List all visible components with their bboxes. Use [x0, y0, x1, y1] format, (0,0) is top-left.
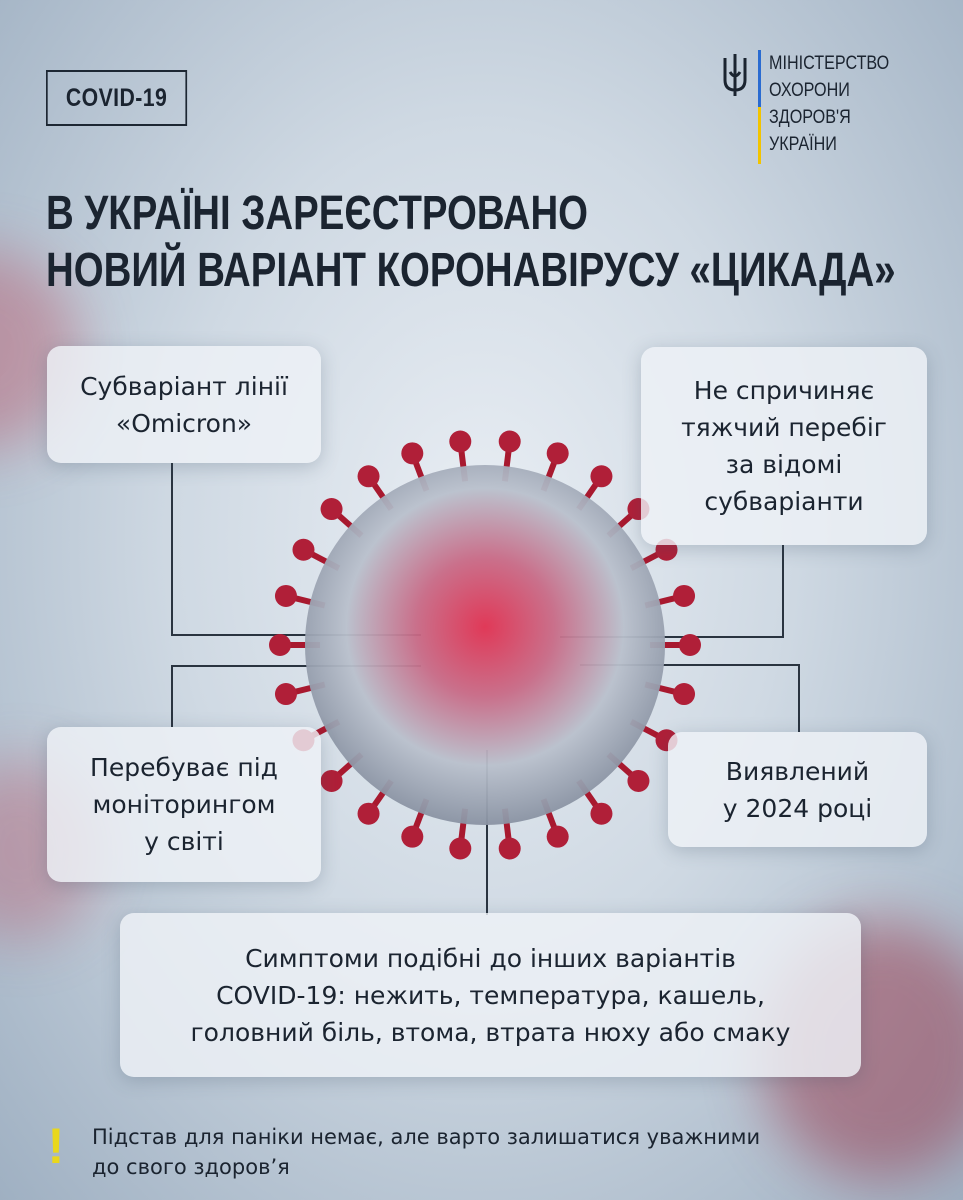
fact-detected — [668, 732, 927, 847]
virus-spike-head — [401, 442, 423, 464]
fact-symptoms — [120, 913, 861, 1077]
fact-subvariant — [47, 346, 321, 463]
fact-line: «Omicron» — [115, 408, 253, 438]
fact-line: Субваріант лінії — [80, 371, 288, 401]
fact-line: Перебуває під — [90, 753, 278, 782]
page-title — [46, 185, 896, 299]
virus-spike-head — [547, 826, 569, 848]
fact-line: моніторингом — [92, 790, 276, 819]
virus-spike-head — [269, 634, 291, 656]
ministry-line: ОХОРОНИ — [769, 80, 850, 101]
virus-spike-head — [627, 770, 649, 792]
virus-spike-head — [590, 465, 612, 487]
covid-tag: COVID-19 — [46, 70, 187, 126]
title-line: В УКРАЇНІ ЗАРЕЄСТРОВАНО — [46, 187, 589, 240]
connector-line — [171, 665, 173, 727]
fact-monitoring — [47, 727, 321, 882]
ministry-line: УКРАЇНИ — [769, 134, 837, 155]
virus-spike-head — [449, 430, 471, 452]
note-line: Підстав для паніки немає, але варто залишатися уважними — [92, 1125, 761, 1149]
virus-spike-head — [673, 683, 695, 705]
fact-severity — [641, 347, 927, 545]
virus-spike-head — [499, 430, 521, 452]
connector-line — [798, 664, 800, 732]
fact-line: Не спричиняє — [693, 376, 875, 405]
virus-spike-head — [673, 585, 695, 607]
virus-spike-head — [321, 498, 343, 520]
fact-line: за відомі — [725, 450, 843, 479]
title-line: НОВИЙ ВАРІАНТ КОРОНАВІРУСУ «ЦИКАДА» — [46, 244, 896, 297]
fact-line: у 2024 році — [722, 793, 873, 823]
logo-flag-bar — [758, 50, 761, 164]
fact-line: тяжчий перебіг — [681, 413, 887, 442]
ministry-line: ЗДОРОВ'Я — [769, 107, 851, 128]
ministry-name — [769, 50, 889, 164]
fact-line: у світі — [144, 827, 224, 856]
connector-line — [782, 545, 784, 637]
virus-spike-head — [590, 803, 612, 825]
exclamation-icon: ! — [47, 1118, 65, 1174]
virus-spike-head — [547, 442, 569, 464]
virus-spike-head — [499, 838, 521, 860]
virus-spike-head — [358, 803, 380, 825]
virus-spike-head — [679, 634, 701, 656]
virus-spike-head — [275, 683, 297, 705]
virus-spike-head — [401, 826, 423, 848]
connector-line — [171, 463, 173, 635]
fact-line: головний біль, втома, втрата нюху або смаку — [190, 1017, 791, 1047]
trident-icon — [720, 50, 750, 98]
fact-line: Симптоми подібні до інших варіантів — [245, 943, 736, 973]
virus-spike-head — [275, 585, 297, 607]
ministry-line: МІНІСТЕРСТВО — [769, 53, 890, 74]
virus-spike-head — [449, 838, 471, 860]
virus-spike-head — [292, 539, 314, 561]
ministry-logo — [720, 50, 910, 164]
note-line: до свого здоров’я — [92, 1155, 290, 1179]
fact-line: Виявлений — [725, 756, 870, 786]
virus-spike-head — [321, 770, 343, 792]
reassurance-note — [92, 1122, 760, 1182]
fact-line: COVID-19: нежить, температура, кашель, — [216, 980, 765, 1010]
virus-spike-head — [358, 465, 380, 487]
fact-line: субваріанти — [704, 487, 864, 516]
